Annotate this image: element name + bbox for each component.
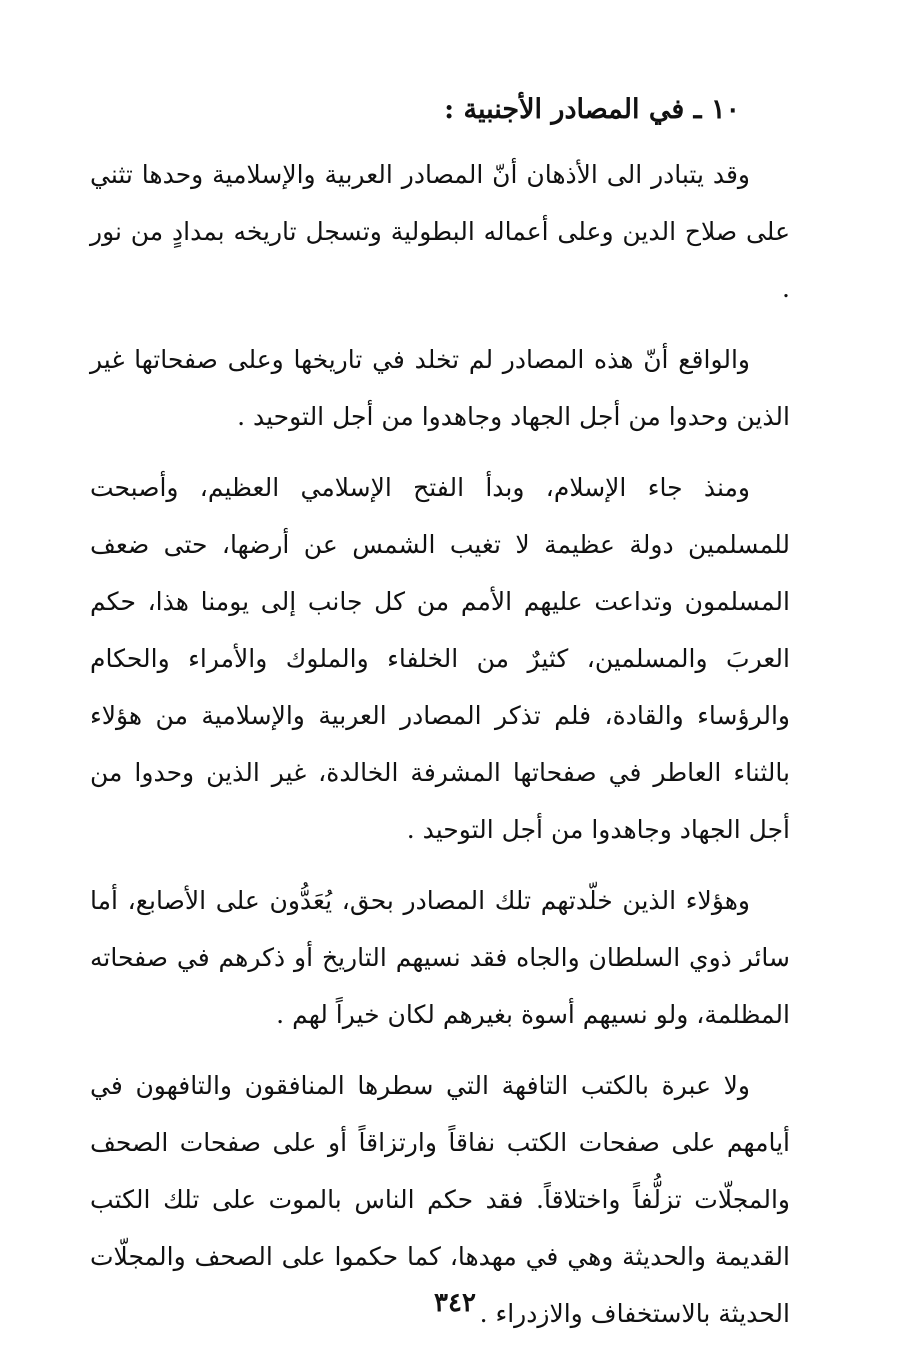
paragraph-2: والواقع أنّ هذه المصادر لم تخلد في تاريخها وعلى صفحاتها غير الذين وحدوا من أجل الجهاد وجاهدوا من أجل التوحيد . xyxy=(90,345,790,431)
paragraph-5: ولا عبرة بالكتب التافهة التي سطرها المنافقون والتافهون في أيامهم على صفحات الكتب نفاقاً وارتزاقاً أو على صفحات الصحف والمجلّات تزلُّفاً واختلاقاً. فقد حكم الناس بالموت على تلك الكتب القديمة والحديثة وهي في مهدها، كما حكموا على الصحف والمجلّات الحديثة بالاستخفاف والازدراء . xyxy=(90,1071,790,1328)
paragraph-3: ومنذ جاء الإسلام، وبدأ الفتح الإسلامي العظيم، وأصبحت للمسلمين دولة عظيمة لا تغيب الشمس عن أرضها، حتى ضعف المسلمون وتداعت عليهم الأمم من كل جانب إلى يومنا هذا، حكم العربَ والمسلمين، كثيرٌ من الخلفاء والملوك والأمراء والحكام والرؤساء والقادة، فلم تذكر المصادر العربية والإسلامية من هؤلاء بالثناء العاطر في صفحاتها المشرفة الخالدة، غير الذين وحدوا من أجل الجهاد وجاهدوا من أجل التوحيد . xyxy=(90,473,790,844)
paragraph-1: وقد يتبادر الى الأذهان أنّ المصادر العربية والإسلامية وحدها تثني على صلاح الدين وعلى أعماله البطولية وتسجل تاريخه بمدادٍ من نور . xyxy=(90,160,790,303)
document-page xyxy=(90,80,790,1340)
section-heading: ١٠ ـ في المصادر الأجنبية : xyxy=(444,94,740,125)
paragraph-4: وهؤلاء الذين خلّدتهم تلك المصادر بحق، يُعَدُّون على الأصابع، أما سائر ذوي السلطان والجاه فقد نسيهم التاريخ أو ذكرهم في صفحاته المظلمة، ولو نسيهم أسوة بغيرهم لكان خيراً لهم . xyxy=(90,886,790,1029)
page-number: ٣٤٢ xyxy=(434,1288,476,1318)
